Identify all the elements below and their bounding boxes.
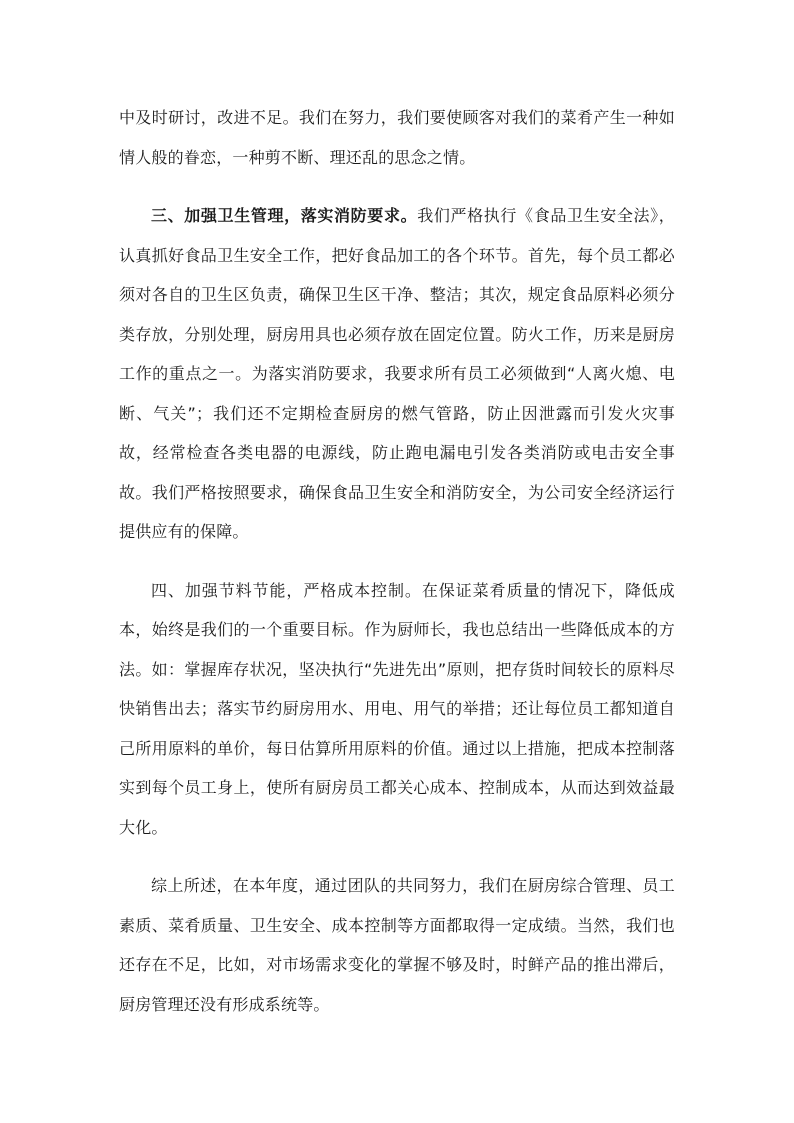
paragraph-text: 四、加强节料节能，严格成本控制。在保证菜肴质量的情况下，降低成本，始终是我们的一个重要目标。作为厨师长，我也总结出一些降低成本的方法。如：掌握库存状况，坚决执行“先进先出”原则，把存货时间较长的原料尽快销售出去；落实节约厨房用水、用电、用气的举措；还让每位员工都知道自己所用原料的单价，每日估算所用原料的价值。通过以上措施，把成本控制落实到每个员工身上，使所有厨房员工都关心成本、控制成本，从而达到效益最大化。 [119,580,675,837]
paragraph-gap [119,177,675,196]
paragraph-cost-control [119,571,675,848]
paragraph-continuation [119,98,675,177]
paragraph-text: 中及时研讨，改进不足。我们在努力，我们要使顾客对我们的菜肴产生一种如情人般的眷恋，一种剪不断、理还乱的思念之情。 [119,108,675,167]
paragraph-text: 我们严格执行《食品卫生安全法》，认真抓好食品卫生安全工作，把好食品加工的各个环节。首先，每个员工都必须对各自的卫生区负责，确保卫生区干净、整洁；其次，规定食品原料必须分类存放，分别处理，厨房用具也必须存放在固定位置。防火工作，历来是厨房工作的重点之一。为落实消防要求，我要求所有员工必须做到“人离火熄、电断、气关”；我们还不定期检查厨房的燃气管路，防止因泄露而引发火灾事故，经常检查各类电器的电源线，防止跑电漏电引发各类消防或电击安全事故。我们严格按照要求，确保食品卫生安全和消防安全，为公司安全经济运行提供应有的保障。 [119,206,675,541]
section-heading-hygiene: 三、加强卫生管理，落实消防要求。 [151,206,418,225]
paragraph-gap [119,847,675,866]
paragraph-gap [119,552,675,571]
paragraph-summary [119,866,675,1024]
document-body [119,98,675,1024]
paragraph-text: 综上所述，在本年度，通过团队的共同努力，我们在厨房综合管理、员工素质、菜肴质量、卫生安全、成本控制等方面都取得一定成绩。当然，我们也还存在不足，比如，对市场需求变化的掌握不够及时，时鲜产品的推出滞后，厨房管理还没有形成系统等。 [119,876,675,1014]
paragraph-hygiene-fire-safety [119,196,675,552]
